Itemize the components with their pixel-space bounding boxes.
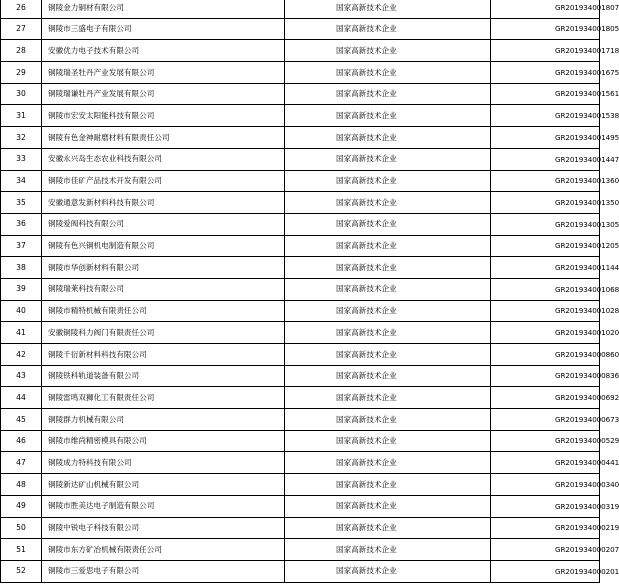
row-number-cell: 42	[1, 344, 42, 366]
row-number-cell: 29	[1, 62, 42, 84]
enterprise-type-cell: 国家高新技术企业	[285, 300, 491, 322]
company-name-cell: 铜陵瑞莱科技有限公司	[42, 278, 285, 300]
company-name-cell: 安徽优力电子技术有限公司	[42, 40, 285, 62]
enterprise-type-cell: 国家高新技术企业	[285, 40, 491, 62]
row-number-cell: 35	[1, 192, 42, 214]
enterprise-type-cell: 国家高新技术企业	[285, 148, 491, 170]
row-number-cell: 39	[1, 278, 42, 300]
company-name-cell: 铜陵新达矿山机械有限公司	[42, 474, 285, 496]
enterprise-type-cell: 国家高新技术企业	[285, 430, 491, 452]
company-name-cell: 安徽铜陵科力阀门有限责任公司	[42, 322, 285, 344]
enterprise-type-cell: 国家高新技术企业	[285, 213, 491, 235]
certificate-number-cell: GR201934001805	[491, 18, 600, 40]
table-row	[1, 278, 600, 300]
company-name-cell: 铜陵市精特机械有限责任公司	[42, 300, 285, 322]
company-name-cell: 铜陵爱阀科技有限公司	[42, 213, 285, 235]
enterprise-type-cell: 国家高新技术企业	[285, 409, 491, 431]
table-row	[1, 322, 600, 344]
certificate-number-cell: GR201934000201	[491, 560, 600, 582]
table-row	[1, 409, 600, 431]
row-number-cell: 49	[1, 495, 42, 517]
table-row	[1, 83, 600, 105]
certificate-number-cell: GR201934001350	[491, 192, 600, 214]
enterprise-type-cell: 国家高新技术企业	[285, 560, 491, 582]
enterprise-type-cell: 国家高新技术企业	[285, 105, 491, 127]
certificate-number-cell: GR201934001807	[491, 0, 600, 18]
certificate-number-cell: GR201934001144	[491, 257, 600, 279]
row-number-cell: 40	[1, 300, 42, 322]
table-row	[1, 300, 600, 322]
table-row	[1, 387, 600, 409]
row-number-cell: 33	[1, 148, 42, 170]
table-row	[1, 40, 600, 62]
row-number-cell: 44	[1, 387, 42, 409]
row-number-cell: 34	[1, 170, 42, 192]
table-row	[1, 495, 600, 517]
table-body	[1, 0, 619, 582]
certificate-number-cell: GR201934001675	[491, 62, 600, 84]
row-number-cell: 47	[1, 452, 42, 474]
company-name-cell: 铜陵市三盛电子有限公司	[42, 18, 285, 40]
enterprise-type-cell: 国家高新技术企业	[285, 62, 491, 84]
enterprise-type-cell: 国家高新技术企业	[285, 387, 491, 409]
company-name-cell: 铜陵市胜美达电子制造有限公司	[42, 495, 285, 517]
row-number-cell: 48	[1, 474, 42, 496]
company-name-cell: 铜陵瑞圣牡丹产业发展有限公司	[42, 62, 285, 84]
certificate-number-cell: GR201934000219	[491, 517, 600, 539]
enterprise-type-cell: 国家高新技术企业	[285, 495, 491, 517]
table-row	[1, 474, 600, 496]
row-number-cell: 30	[1, 83, 42, 105]
table-row	[1, 18, 600, 40]
company-name-cell: 铜陵市维尚精密模具有限公司	[42, 430, 285, 452]
row-number-cell: 37	[1, 235, 42, 257]
enterprise-type-cell: 国家高新技术企业	[285, 0, 491, 18]
table-row	[1, 344, 600, 366]
company-name-cell: 铜陵千衍新材料科技有限公司	[42, 344, 285, 366]
certificate-number-cell: GR201934001068	[491, 278, 600, 300]
enterprise-type-cell: 国家高新技术企业	[285, 278, 491, 300]
company-name-cell: 铜陵市华创新材料有限公司	[42, 257, 285, 279]
enterprise-type-cell: 国家高新技术企业	[285, 474, 491, 496]
company-name-cell: 铜陵有色金神耐磨材料有限责任公司	[42, 127, 285, 149]
certificate-number-cell: GR201934001561	[491, 83, 600, 105]
certificate-number-cell: GR201934001538	[491, 105, 600, 127]
certificate-number-cell: GR201934001305	[491, 213, 600, 235]
enterprise-type-cell: 国家高新技术企业	[285, 539, 491, 561]
certificate-number-cell: GR201934000529	[491, 430, 600, 452]
row-number-cell: 32	[1, 127, 42, 149]
company-name-cell: 铜陵有色兴铜机电制造有限公司	[42, 235, 285, 257]
row-number-cell: 41	[1, 322, 42, 344]
enterprise-type-cell: 国家高新技术企业	[285, 192, 491, 214]
company-name-cell: 铜陵群力机械有限公司	[42, 409, 285, 431]
table-row	[1, 127, 600, 149]
company-name-cell: 铜陵铁科轨道装备有限公司	[42, 365, 285, 387]
certificate-number-cell: GR201934001447	[491, 148, 600, 170]
enterprise-type-cell: 国家高新技术企业	[285, 235, 491, 257]
table-row	[1, 148, 600, 170]
table-row	[1, 452, 600, 474]
row-number-cell: 38	[1, 257, 42, 279]
company-name-cell: 铜陵市三爱思电子有限公司	[42, 560, 285, 582]
certificate-number-cell: GR201934001718	[491, 40, 600, 62]
certificate-number-cell: GR201934000319	[491, 495, 600, 517]
company-name-cell: 铜陵市佳矿产品技术开发有限公司	[42, 170, 285, 192]
enterprise-type-cell: 国家高新技术企业	[285, 452, 491, 474]
company-name-cell: 铜陵成力特科技有限公司	[42, 452, 285, 474]
certificate-number-cell: GR201934000441	[491, 452, 600, 474]
row-number-cell: 31	[1, 105, 42, 127]
row-number-cell: 52	[1, 560, 42, 582]
table-row	[1, 213, 600, 235]
enterprise-type-cell: 国家高新技术企业	[285, 170, 491, 192]
table-row	[1, 0, 600, 18]
table-row	[1, 257, 600, 279]
enterprise-type-cell: 国家高新技术企业	[285, 344, 491, 366]
row-number-cell: 27	[1, 18, 42, 40]
enterprise-type-cell: 国家高新技术企业	[285, 517, 491, 539]
certificate-number-cell: GR201934000207	[491, 539, 600, 561]
table-row	[1, 560, 600, 582]
company-name-cell: 铜陵市东方矿冶机械有限责任公司	[42, 539, 285, 561]
enterprise-type-cell: 国家高新技术企业	[285, 127, 491, 149]
row-number-cell: 43	[1, 365, 42, 387]
table-row	[1, 62, 600, 84]
row-number-cell: 36	[1, 213, 42, 235]
certificate-number-cell: GR201934001495	[491, 127, 600, 149]
row-number-cell: 26	[1, 0, 42, 18]
enterprise-type-cell: 国家高新技术企业	[285, 83, 491, 105]
row-number-cell: 28	[1, 40, 42, 62]
row-number-cell: 50	[1, 517, 42, 539]
row-number-cell: 45	[1, 409, 42, 431]
certificate-number-cell: GR201934000673	[491, 409, 600, 431]
certificate-number-cell: GR201934000836	[491, 365, 600, 387]
table-row	[1, 235, 600, 257]
certificate-number-cell: GR201934001205	[491, 235, 600, 257]
company-name-cell: 铜陵市宏安太阳能科技有限公司	[42, 105, 285, 127]
company-name-cell: 铜陵中锐电子科技有限公司	[42, 517, 285, 539]
company-name-cell: 铜陵雷鸣双狮化工有限责任公司	[42, 387, 285, 409]
company-name-cell: 安徽永兴岛生态农业科技有限公司	[42, 148, 285, 170]
table-row	[1, 517, 600, 539]
table-row	[1, 192, 600, 214]
row-number-cell: 51	[1, 539, 42, 561]
table-row	[1, 105, 600, 127]
table-row	[1, 170, 600, 192]
certificate-number-cell: GR201934001360	[491, 170, 600, 192]
enterprise-type-cell: 国家高新技术企业	[285, 365, 491, 387]
certificate-number-cell: GR201934001020	[491, 322, 600, 344]
enterprise-type-cell: 国家高新技术企业	[285, 322, 491, 344]
company-name-cell: 铜陵金力铜材有限公司	[42, 0, 285, 18]
certificate-number-cell: GR201934000860	[491, 344, 600, 366]
company-name-cell: 安徽通意发新材料科技有限公司	[42, 192, 285, 214]
company-name-cell: 铜陵瑞谦牡丹产业发展有限公司	[42, 83, 285, 105]
enterprise-type-cell: 国家高新技术企业	[285, 18, 491, 40]
certificate-number-cell: GR201934001028	[491, 300, 600, 322]
table-row	[1, 430, 600, 452]
table-row	[1, 539, 600, 561]
enterprise-type-cell: 国家高新技术企业	[285, 257, 491, 279]
table-row	[1, 365, 600, 387]
row-number-cell: 46	[1, 430, 42, 452]
certificate-number-cell: GR201934000340	[491, 474, 600, 496]
certificate-number-cell: GR201934000692	[491, 387, 600, 409]
